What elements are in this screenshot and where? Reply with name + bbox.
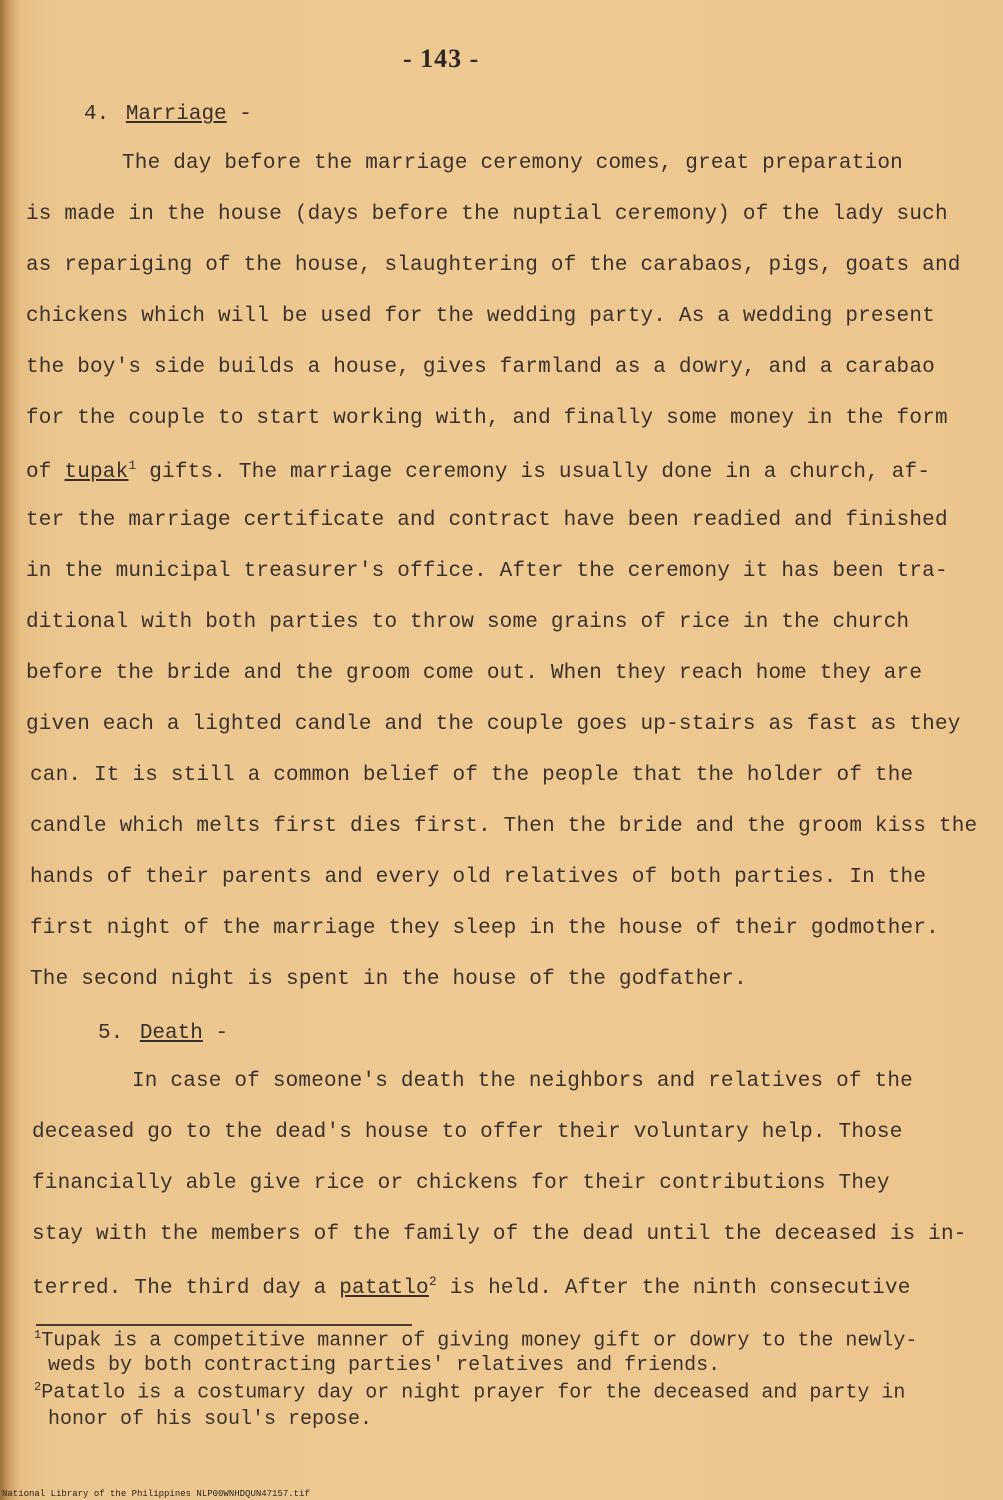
paragraph-line: before the bride and the groom come out. When they reach home they are <box>26 662 923 685</box>
paragraph-line: financially able give rice or chickens for their contributions They <box>32 1172 890 1195</box>
footnote-2-continued: honor of his soul's repose. <box>48 1408 373 1431</box>
paragraph-line: given each a lighted candle and the couple goes up-stairs as fast as they <box>26 713 961 736</box>
footnote-1 <box>34 1328 917 1353</box>
source-label: National Library of the Philippines NLP00WNHDQUN47157.tif <box>2 1489 310 1499</box>
paragraph-line: The second night is spent in the house of the godfather. <box>30 968 747 991</box>
footnote-text: Patatlo is a costumary day or night prayer for the deceased and party in <box>41 1381 906 1405</box>
section-number: 4. <box>84 103 110 126</box>
paragraph-line: chickens which will be used for the wedding party. As a wedding present <box>26 305 935 328</box>
section-heading-death <box>98 1022 228 1045</box>
text-fragment: gifts. The marriage ceremony is usually done in a church, af- <box>136 461 931 484</box>
paragraph-line: ter the marriage certificate and contract have been readied and finished <box>26 509 948 532</box>
footnote-ref: 1 <box>128 458 137 473</box>
term-patatlo: patatlo <box>339 1277 429 1300</box>
paragraph-line: In case of someone's death the neighbors and relatives of the <box>132 1070 913 1093</box>
footnote-text: Tupak is a competitive manner of giving money gift or dowry to the newly- <box>41 1329 918 1353</box>
paragraph-line: first night of the marriage they sleep in the house of their godmother. <box>30 917 939 940</box>
paragraph-line <box>32 1274 911 1300</box>
paragraph-line: hands of their parents and every old relatives of both parties. In the <box>30 866 927 889</box>
footnote-2 <box>34 1380 905 1405</box>
section-title: Death <box>139 1022 203 1045</box>
paragraph-line <box>26 458 930 484</box>
section-heading-marriage <box>84 103 252 126</box>
term-tupak: tupak <box>64 461 129 484</box>
footnote-mark: 1 <box>34 1328 42 1342</box>
paragraph-line: The day before the marriage ceremony comes, great preparation <box>122 152 903 175</box>
footnote-1-continued: weds by both contracting parties' relatives and friends. <box>48 1354 721 1377</box>
paragraph-line: can. It is still a common belief of the people that the holder of the <box>30 764 914 787</box>
text-fragment: terred. The third day a <box>32 1277 340 1300</box>
heading-dash: - <box>215 1022 229 1045</box>
paragraph-line: for the couple to start working with, and finally some money in the form <box>26 407 948 430</box>
section-number: 5. <box>98 1022 124 1045</box>
paragraph-line: is made in the house (days before the nuptial ceremony) of the lady such <box>26 203 948 226</box>
paragraph-line: the boy's side builds a house, gives farmland as a dowry, and a carabao <box>26 356 935 379</box>
paragraph-line: stay with the members of the family of the dead until the deceased is in- <box>32 1223 967 1246</box>
footnote-ref: 2 <box>428 1274 437 1289</box>
paragraph-line: candle which melts first dies first. Then the bride and the groom kiss the <box>30 815 978 838</box>
text-fragment: is held. After the ninth consecutive <box>436 1277 911 1300</box>
text-fragment: of <box>26 461 65 484</box>
paragraph-line: in the municipal treasurer's office. After the ceremony it has been tra- <box>26 560 948 583</box>
footnote-divider <box>36 1324 412 1326</box>
paragraph-line: deceased go to the dead's house to offer their voluntary help. Those <box>32 1121 903 1144</box>
heading-dash: - <box>239 103 252 126</box>
paragraph-line: ditional with both parties to throw some grains of rice in the church <box>26 611 910 634</box>
paragraph-line: as repariging of the house, slaughtering of the carabaos, pigs, goats and <box>26 254 961 277</box>
section-title: Marriage <box>125 103 227 126</box>
page-number: - 143 - <box>403 44 480 73</box>
footnote-mark: 2 <box>34 1380 42 1394</box>
